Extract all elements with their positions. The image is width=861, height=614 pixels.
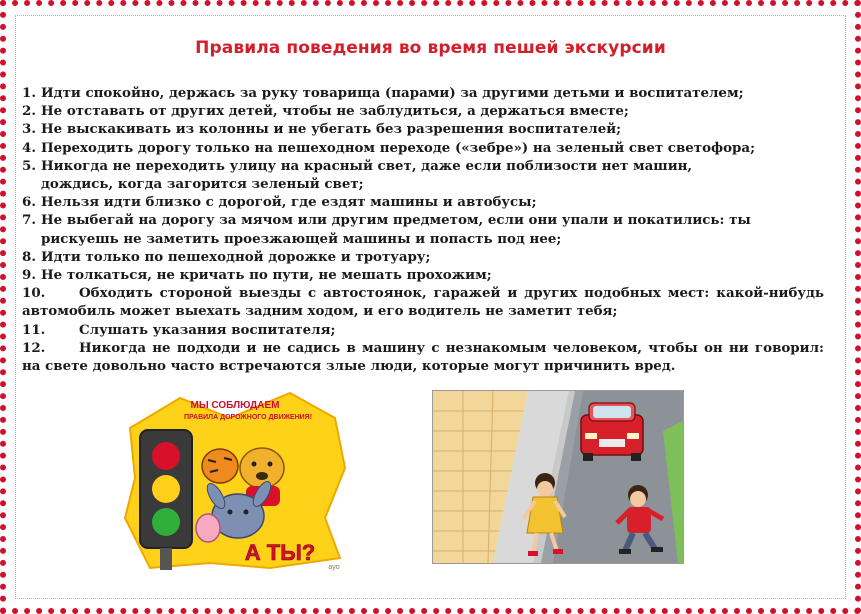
poster-bottom-text: А ТЫ? bbox=[244, 540, 316, 565]
rule-number: 4. bbox=[22, 139, 36, 156]
rule-item bbox=[22, 284, 824, 320]
rule-item bbox=[22, 193, 824, 211]
yellow-light-icon bbox=[152, 475, 180, 503]
tigger-character bbox=[202, 449, 238, 483]
road-scene bbox=[433, 391, 683, 563]
rule-item bbox=[22, 248, 824, 266]
rule-text-continued: рискуешь не заметить проезжающей машины и попасть под нее; bbox=[41, 230, 562, 247]
rule-item bbox=[22, 139, 824, 157]
rule-item bbox=[22, 266, 824, 284]
rule-text: Не отставать от других детей, чтобы не заблудиться, а держаться вместе; bbox=[41, 103, 629, 120]
rule-number: 5. bbox=[22, 157, 36, 174]
rule-text: Слушать указания воспитателя; bbox=[79, 321, 336, 338]
page-title: Правила поведения во время пешей экскурсии bbox=[195, 38, 666, 58]
rule-number: 3. bbox=[22, 121, 36, 138]
poster-top-text: МЫ СОБЛЮДАЕМ bbox=[190, 400, 280, 411]
rule-item bbox=[22, 84, 824, 102]
rule-text-continued: дождись, когда загорится зеленый свет; bbox=[41, 176, 364, 193]
piglet-character bbox=[196, 514, 220, 542]
rule-number: 8. bbox=[22, 248, 36, 265]
rule-item bbox=[22, 339, 824, 375]
poster-illustration bbox=[120, 388, 350, 573]
rule-text: Обходить стороной выезды с автостоянок, гаражей и других подобных мест: какой-нибудь автомобиль может выехать задним ходом, и его водитель не заметит тебя; bbox=[22, 285, 824, 320]
poster-watermark: ayo bbox=[328, 564, 340, 571]
rule-item bbox=[22, 102, 824, 120]
rule-item bbox=[22, 157, 824, 193]
rule-number: 9. bbox=[22, 267, 36, 284]
pooh-character bbox=[240, 448, 284, 488]
rule-item bbox=[22, 120, 824, 138]
rule-text: Не выскакивать из колонны и не убегать без разрешения воспитателей; bbox=[41, 121, 622, 138]
rule-text: Никогда не переходить улицу на красный свет, даже если поблизости нет машин, bbox=[41, 157, 693, 174]
rule-number: 1. bbox=[22, 85, 36, 101]
rule-text: Идти только по пешеходной дорожке и тротуару; bbox=[41, 248, 431, 265]
rule-number: 6. bbox=[22, 194, 36, 211]
poster-sub-text: ПРАВИЛА ДОРОЖНОГО ДВИЖЕНИЯ! bbox=[183, 414, 313, 421]
rule-number: 7. bbox=[22, 212, 36, 229]
rule-text: Не выбегай на дорогу за мячом или другим предметом, если они упали и покатились: ты bbox=[41, 212, 751, 229]
rule-number: 10. bbox=[22, 285, 46, 302]
rule-text: Переходить дорогу только на пешеходном переходе («зебре») на зеленый свет светофора; bbox=[41, 139, 756, 156]
rule-number: 12. bbox=[22, 339, 46, 356]
rule-text: Идти спокойно, держась за руку товарища (парами) за другими детьми и воспитателем; bbox=[41, 85, 744, 101]
rule-number: 2. bbox=[22, 103, 36, 120]
rule-text: Не толкаться, не кричать по пути, не мешать прохожим; bbox=[41, 267, 492, 284]
traffic-rules-poster bbox=[120, 388, 350, 573]
rule-item bbox=[22, 211, 824, 247]
red-car-icon bbox=[581, 403, 643, 461]
rule-item bbox=[22, 321, 824, 339]
rule-number: 11. bbox=[22, 321, 46, 338]
rule-text: Нельзя идти близко с дорогой, где ездят машины и автобусы; bbox=[41, 194, 537, 211]
red-light-icon bbox=[152, 442, 180, 470]
rules-list bbox=[22, 84, 824, 375]
rule-text: Никогда не подходи и не садись в машину с незнакомым человеком, чтобы он ни говорил: на свете довольно часто встречаются злые люди, которые могут причинить вред. bbox=[22, 339, 824, 375]
road-scene-illustration bbox=[432, 390, 684, 564]
green-light-icon bbox=[152, 508, 180, 536]
